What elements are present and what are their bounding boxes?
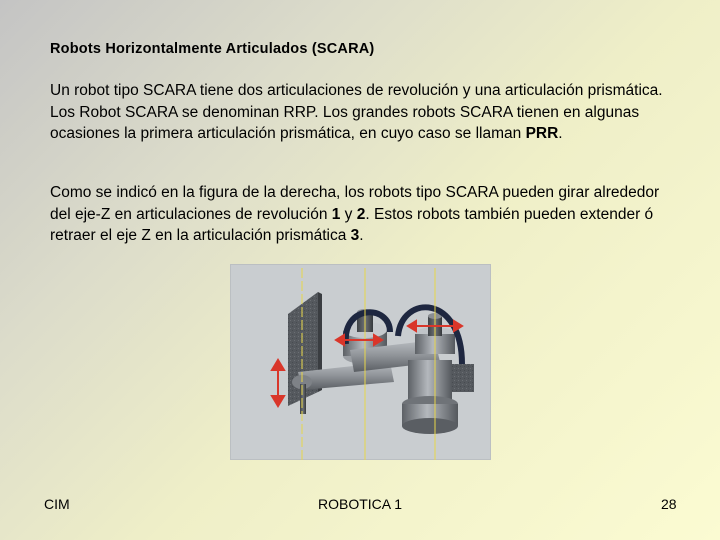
footer-left: CIM — [44, 496, 70, 512]
paragraph-2-part4: . — [359, 227, 364, 244]
spindle — [300, 384, 306, 414]
scara-robot-icon — [230, 264, 491, 460]
control-box — [452, 364, 474, 392]
prr-bold: PRR — [525, 125, 559, 142]
paragraph-2-part2: y — [340, 205, 357, 223]
scara-robot-figure — [230, 264, 491, 460]
paragraph-1-end: . — [558, 125, 563, 142]
paragraph-2-part1: Como se indicó en la figura de la derecha, los robots tipo SCARA pueden girar alrededor del eje-Z en articulaciones de revolución — [50, 184, 660, 223]
paragraph-2-part3: . Estos robots también pueden extender ó retraer el eje Z en la articulación prismática — [50, 205, 654, 244]
joint-2-bold: 2 — [356, 205, 366, 223]
slide-title: Robots Horizontalmente Articulados (SCARA) — [50, 41, 375, 57]
paragraph-1-text: Un robot tipo SCARA tiene dos articulaciones de revolución y una articulación prismática. Los Robot SCARA se denominan RRP. Los grandes robots SCARA tienen en algunas ocasiones la primera articulación prismática, en cuyo caso se llaman — [50, 82, 663, 142]
page-number: 28 — [661, 496, 677, 512]
paragraph-1 — [50, 80, 670, 145]
joint-3-bold: 3 — [350, 227, 360, 244]
paragraph-2 — [50, 182, 670, 247]
prismatic-arrow — [272, 360, 284, 406]
footer-center: ROBOTICA 1 — [318, 496, 403, 512]
joint-1-bold: 1 — [331, 205, 341, 223]
